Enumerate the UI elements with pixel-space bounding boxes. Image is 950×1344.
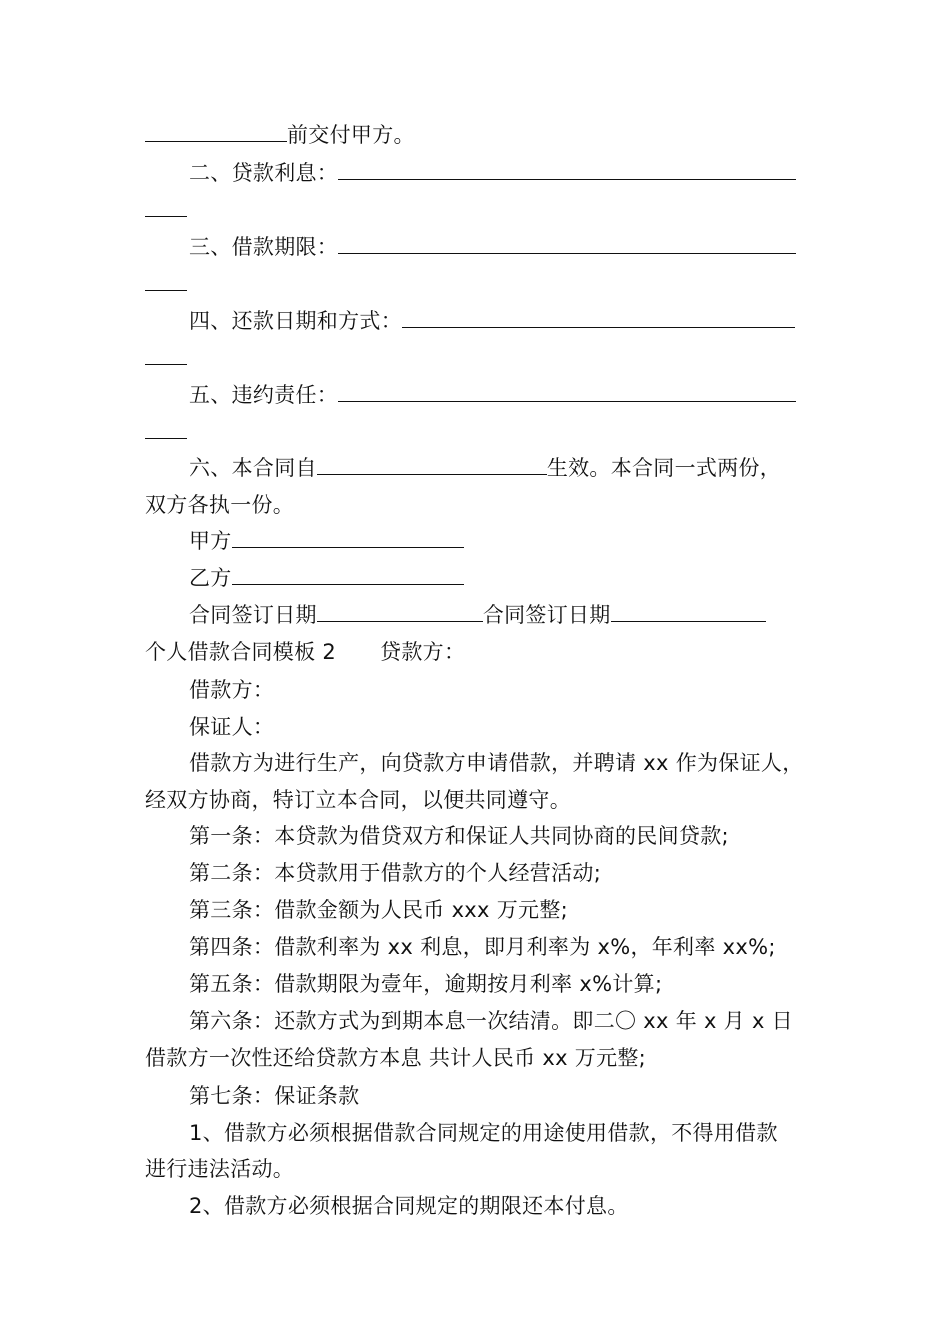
blank-field xyxy=(338,383,796,402)
date-blank xyxy=(611,603,766,622)
clause-1-line1: 1、借款方必须根据借款合同规定的用途使用借款，不得用借款 xyxy=(189,1121,778,1145)
party-a-line: 甲方 xyxy=(189,527,464,555)
line-handover: 前交付甲方。 xyxy=(145,121,415,149)
article-4: 第四条：借款利率为 xx 利息，即月利率为 x%，年利率 xx%; xyxy=(189,935,776,959)
blank-field xyxy=(145,420,187,439)
template-title-line xyxy=(145,638,465,666)
borrower-label: 借款方： xyxy=(189,678,275,702)
party-b-line: 乙方 xyxy=(189,564,464,592)
line-repayment: 四、还款日期和方式： xyxy=(189,307,795,335)
line-effective: 六、本合同自 生效。本合同一式两份， xyxy=(189,456,782,480)
blank-field xyxy=(145,346,187,365)
article-5: 第五条：借款期限为壹年，逾期按月利率 x%计算; xyxy=(189,972,663,996)
line-term: 三、借款期限： xyxy=(189,233,796,261)
line-liability: 五、违约责任： xyxy=(189,381,796,409)
sign-date-line: 合同签订日期 合同签订日期 xyxy=(189,601,766,629)
guarantor-label: 保证人： xyxy=(189,715,275,739)
blank-field xyxy=(317,456,547,475)
signature-blank xyxy=(232,566,464,585)
line-repayment-cont xyxy=(145,344,187,372)
clause-2: 2、借款方必须根据合同规定的期限还本付息。 xyxy=(189,1194,629,1218)
template-title: 个人借款合同模板 2 xyxy=(145,640,337,664)
line-interest-cont xyxy=(145,196,187,224)
article-1: 第一条：本贷款为借贷双方和保证人共同协商的民间贷款; xyxy=(189,824,729,848)
date-blank xyxy=(317,603,483,622)
blank-field xyxy=(145,198,187,217)
blank-field xyxy=(402,309,795,328)
blank-field xyxy=(338,161,796,180)
lender-label: 贷款方： xyxy=(380,640,466,664)
line-effective-cont: 双方各执一份。 xyxy=(145,493,295,517)
article-7: 第七条：保证条款 xyxy=(189,1084,360,1108)
signature-blank xyxy=(232,529,464,548)
line-term-cont xyxy=(145,270,187,298)
line-interest: 二、贷款利息： xyxy=(189,159,796,187)
line-liability-cont xyxy=(145,418,187,446)
blank-field xyxy=(145,123,287,142)
article-6-line1: 第六条：还款方式为到期本息一次结清。即二〇 xx 年 x 月 x 日 xyxy=(189,1009,793,1033)
intro-paragraph-line1: 借款方为进行生产，向贷款方申请借款，并聘请 xx 作为保证人， xyxy=(189,751,804,775)
article-3: 第三条：借款金额为人民币 xxx 万元整; xyxy=(189,898,569,922)
blank-field xyxy=(338,235,796,254)
intro-paragraph-line2: 经双方协商，特订立本合同，以便共同遵守。 xyxy=(145,788,571,812)
clause-1-line2: 进行违法活动。 xyxy=(145,1157,295,1181)
blank-field xyxy=(145,272,187,291)
article-2: 第二条：本贷款用于借款方的个人经营活动; xyxy=(189,861,602,885)
article-6-line2: 借款方一次性还给贷款方本息 共计人民币 xx 万元整; xyxy=(145,1046,647,1070)
